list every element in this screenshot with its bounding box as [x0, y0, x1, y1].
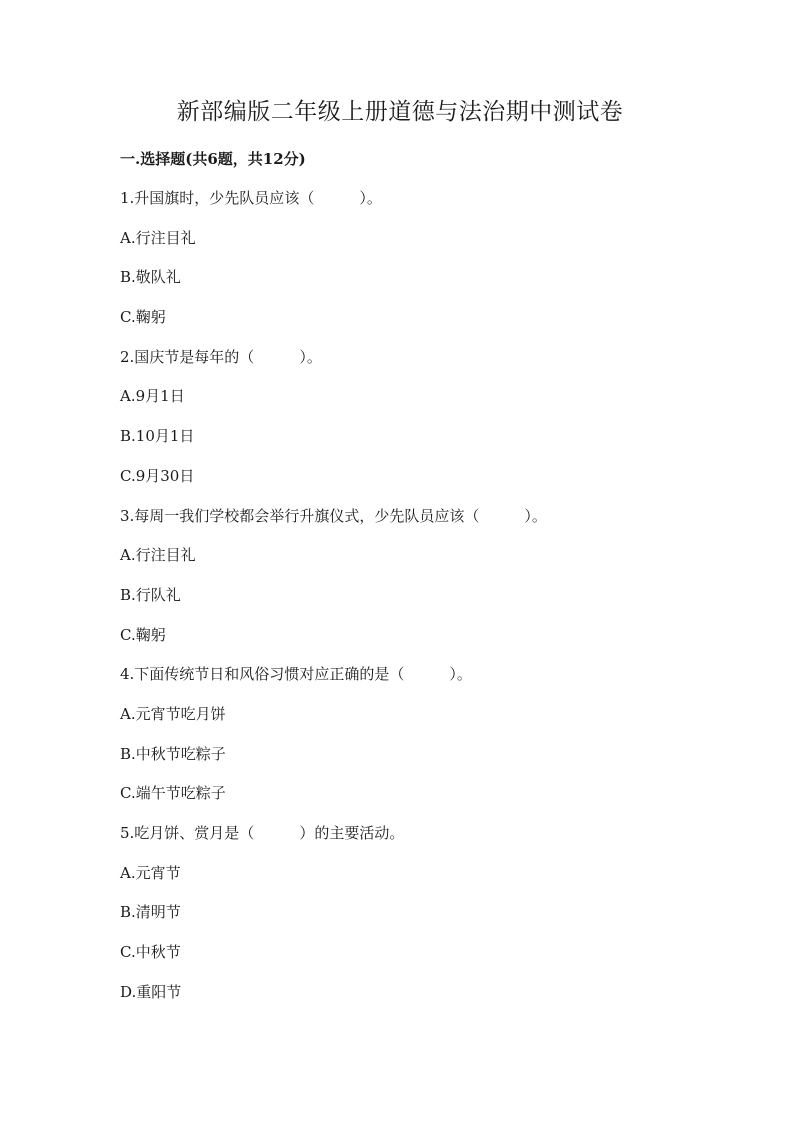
question-4-stem: 4.下面传统节日和风俗习惯对应正确的是（ ）。: [120, 665, 472, 684]
question-2-stem: 2.国庆节是每年的（ ）。: [120, 347, 322, 366]
question-5-stem: 5.吃月饼、赏月是（ ）的主要活动。: [120, 824, 405, 842]
question-1-option-a: A.行注目礼: [120, 228, 196, 247]
question-3-option-c: C.鞠躬: [120, 625, 166, 644]
question-5-option-b: B.清明节: [120, 903, 181, 922]
question-2-option-c: C.9月30日: [120, 466, 195, 485]
question-3-stem: 3.每周一我们学校都会举行升旗仪式，少先队员应该（ ）。: [120, 506, 547, 525]
question-1-option-c: C.鞠躬: [120, 308, 166, 327]
question-1-option-b: B.敬队礼: [120, 268, 181, 287]
section-heading: 一.选择题(共6题，共12分): [120, 150, 306, 168]
question-5-option-d: D.重阳节: [120, 982, 182, 1001]
question-2-option-a: A.9月1日: [120, 387, 185, 406]
page-title: 新部编版二年级上册道德与法治期中测试卷: [176, 99, 624, 125]
question-2-option-b: B.10月1日: [120, 427, 195, 446]
question-5-option-a: A.元宵节: [120, 863, 181, 882]
question-5-option-c: C.中秋节: [120, 943, 181, 962]
question-3-option-b: B.行队礼: [120, 585, 181, 604]
question-4-option-a: A.元宵节吃月饼: [120, 704, 226, 723]
question-4-option-b: B.中秋节吃粽子: [120, 744, 226, 763]
question-4-option-c: C.端午节吃粽子: [120, 784, 226, 803]
question-list: [120, 187, 720, 1020]
question-1-stem: 1.升国旗时，少先队员应该（ ）。: [120, 189, 382, 207]
question-3-option-a: A.行注目礼: [120, 546, 196, 565]
